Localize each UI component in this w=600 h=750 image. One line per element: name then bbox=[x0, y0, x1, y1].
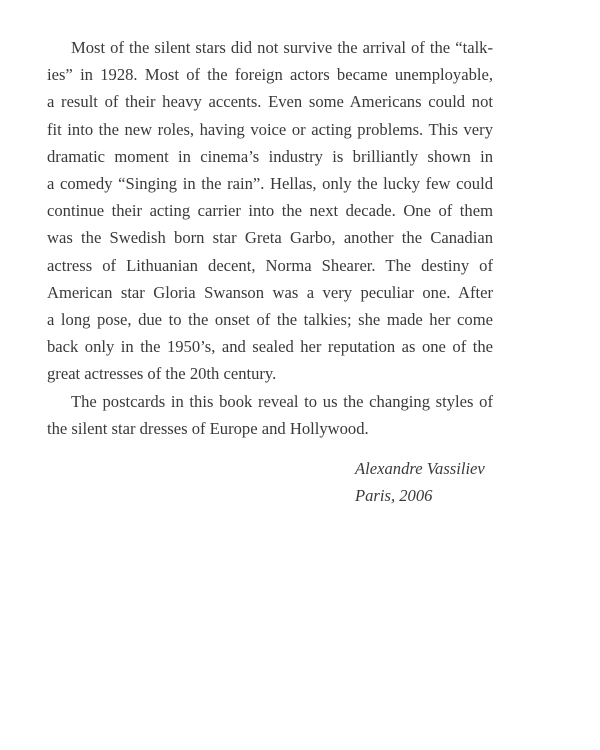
place-date: Paris, 2006 bbox=[355, 486, 433, 506]
text-line: continue their acting carrier into the next decade. One of them bbox=[47, 201, 493, 221]
text-line: great actresses of the 20th century. bbox=[47, 364, 277, 384]
text-line: dramatic moment in cinema’s industry is brilliantly shown in bbox=[47, 146, 493, 166]
text-line: a result of their heavy accents. Even some Americans could not bbox=[47, 92, 493, 112]
author-name: Alexandre Vassiliev bbox=[355, 459, 485, 478]
text-line: a comedy “Singing in the rain”. Hellas, only the lucky few could bbox=[47, 174, 493, 194]
text-line: fit into the new roles, having voice or acting problems. This very bbox=[47, 119, 493, 139]
text-line: the silent star dresses of Europe and Hollywood. bbox=[47, 418, 369, 438]
text-line: American star Gloria Swanson was a very peculiar one. After bbox=[47, 282, 493, 302]
text-line: The postcards in this book reveal to us the changing styles of bbox=[71, 391, 493, 411]
text-line: actress of Lithuanian decent, Norma Shearer. The destiny of bbox=[47, 255, 493, 275]
text-line: a long pose, due to the onset of the talkies; she made her come bbox=[47, 310, 493, 330]
paragraph-2 bbox=[47, 388, 493, 442]
signature-block bbox=[355, 455, 485, 509]
paragraph-1 bbox=[47, 34, 493, 388]
text-line: was the Swedish born star Greta Garbo, another the Canadian bbox=[47, 228, 493, 248]
text-line: ies” in 1928. Most of the foreign actors became unemployable, bbox=[47, 65, 493, 85]
body-text bbox=[47, 34, 493, 442]
text-line: back only in the 1950’s, and sealed her reputation as one of the bbox=[47, 337, 493, 357]
text-line: Most of the silent stars did not survive the arrival of the “talk- bbox=[71, 38, 493, 57]
